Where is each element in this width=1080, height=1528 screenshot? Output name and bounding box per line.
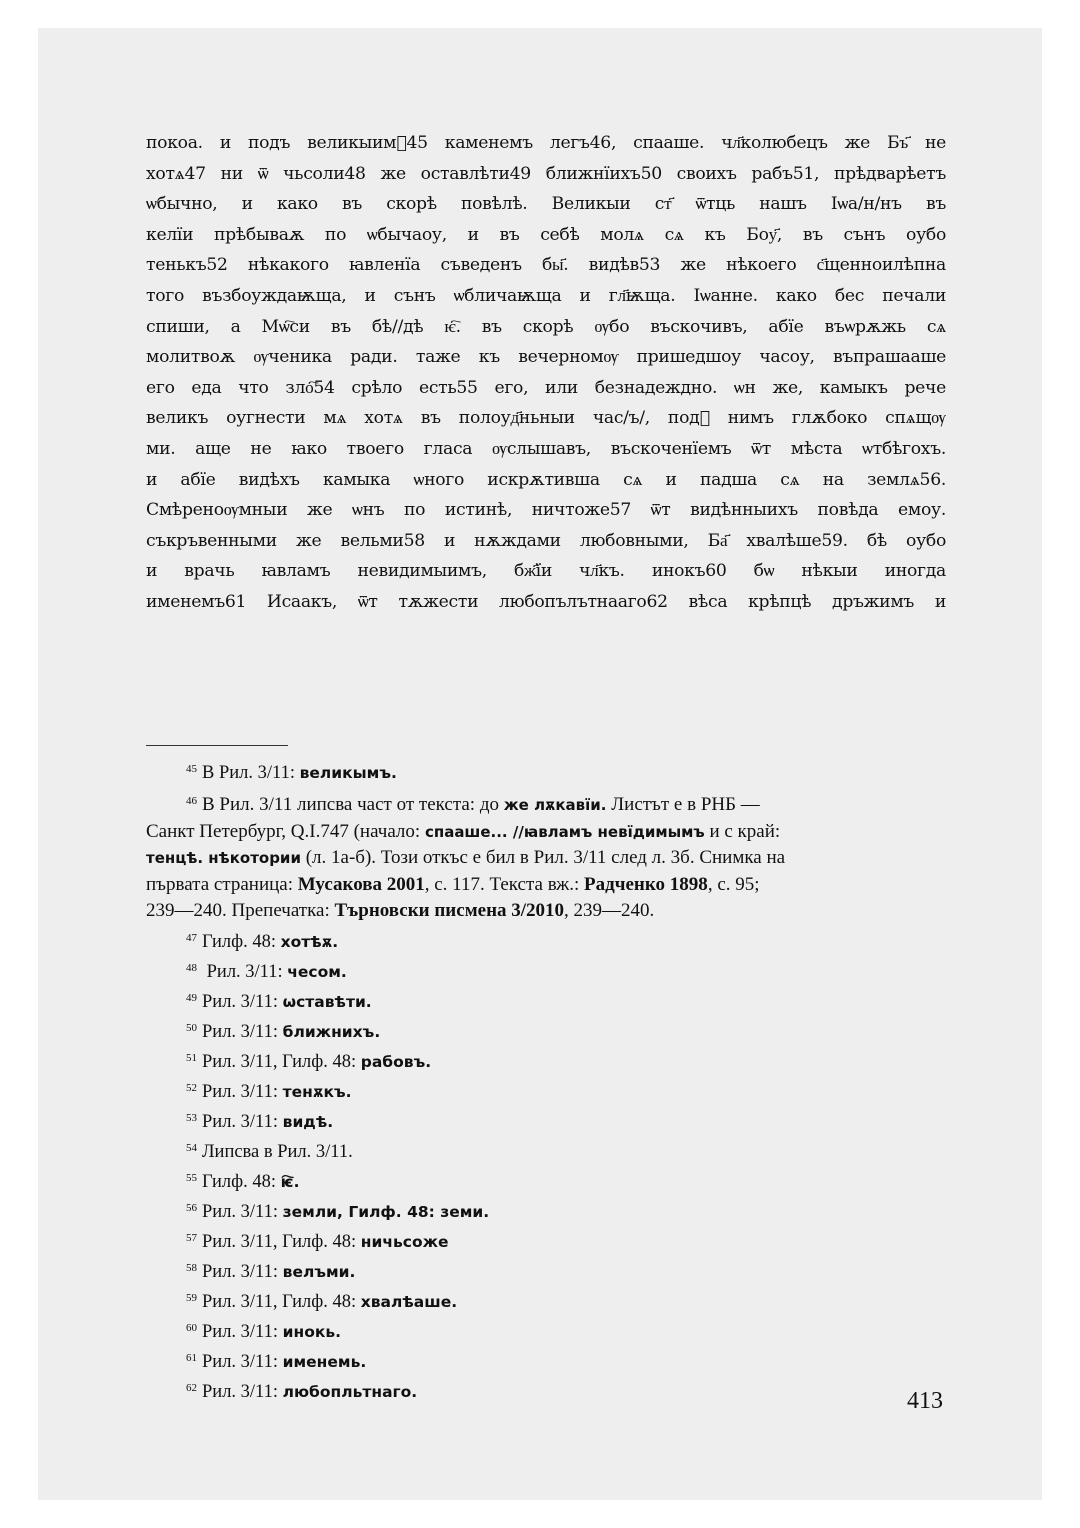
citation-bold: Мусакова 2001	[297, 873, 425, 895]
main-text-line: спиши, а Мѡ҇си въ бѣ//дѣ ѥ҇. въ скорѣ ѹбо въскочивъ, абїе въѡрѫжь сѧ	[146, 316, 946, 337]
footnote-number: 46	[186, 795, 197, 807]
main-text-line: великъ оугнести мѧ хотѧ въ полоуд҃ньныи час/ъ/, подⷺ нимъ глѫбоко спѧщѹ	[146, 408, 946, 429]
footnote-58	[146, 1255, 952, 1285]
main-text-line: тенькъ52 нѣкакого ꙗвленїа съведенъ бы҃. видѣв53 же нѣкоего с҃щенноилѣпна	[146, 255, 946, 276]
footnote-53	[146, 1105, 952, 1135]
footnote-slavonic: хотѣѫ.	[280, 932, 339, 951]
footnote-text: Рил. 3/11:	[202, 1381, 279, 1402]
footnote-45	[146, 756, 952, 786]
footnote-text: Рил. 3/11:	[202, 1201, 279, 1222]
footnote-text: Листът е в РНБ —	[611, 794, 760, 815]
footnote-52	[146, 1075, 952, 1105]
main-text-line: молитвоѫ ѹченика ради. таже къ вечерномѹ пришедшоу часоу, въпрашааше	[146, 347, 946, 368]
footnote-59	[146, 1285, 952, 1315]
footnote-number: 51	[186, 1051, 197, 1064]
footnote-48	[146, 955, 952, 985]
footnote-slavonic: спааше... //ꙗвламъ невїдимымъ	[424, 822, 705, 841]
footnote-49	[146, 985, 952, 1015]
footnote-slavonic: велъми.	[282, 1262, 356, 1281]
footnote-50	[146, 1015, 952, 1045]
main-text-line: съкръвенными же вельми58 и нѫждами любовными, Ба҃ хвалѣше59. бѣ оубо	[146, 530, 946, 551]
footnote-number: 57	[186, 1231, 197, 1244]
footnote-56	[146, 1195, 952, 1225]
footnote-number: 50	[186, 1021, 197, 1034]
footnote-number: 53	[186, 1111, 197, 1124]
footnote-number: 52	[186, 1081, 197, 1094]
footnote-text: , с. 95;	[707, 873, 760, 895]
footnote-number: 54	[186, 1141, 197, 1154]
footnotes-block	[146, 756, 952, 1405]
citation-bold: Радченко 1898	[584, 873, 708, 895]
footnote-61	[146, 1345, 952, 1375]
footnote-62	[146, 1375, 952, 1405]
footnote-text: Рил. 3/11, Гилф. 48:	[202, 1051, 357, 1072]
main-text-line: и врачь ꙗвламъ невидимыимъ, бж҃їи чл҃къ. инокъ60 бѡ нѣкыи иногда	[146, 561, 946, 582]
footnote-text: Рил. 3/11, Гилф. 48:	[202, 1291, 357, 1312]
footnote-slavonic: же лѫкавїи.	[503, 796, 607, 814]
main-text-line: именемъ61 Исаакъ, ѿт тѫжести любопълътнааго62 вѣса крѣпцѣ дръжимъ и	[146, 591, 946, 612]
footnote-slavonic: ничьсоже	[360, 1232, 449, 1251]
citation-bold: Търновски писмена 3/2010	[334, 900, 565, 921]
footnote-60	[146, 1315, 952, 1345]
footnote-number: 58	[186, 1261, 197, 1274]
footnote-46-line-5	[146, 898, 952, 925]
footnote-46-line-2	[146, 819, 952, 846]
footnote-slavonic: рабовъ.	[360, 1052, 432, 1071]
footnote-text: Рил. 3/11:	[202, 1351, 279, 1372]
main-text-line: покоа. и подъ великыимⷺ45 каменемъ легъ46, спааше. чл҃колюбецъ же Бъ҃ не	[146, 133, 946, 153]
footnote-slavonic: тенѫкъ.	[282, 1082, 352, 1101]
footnote-text: В Рил. 3/11:	[202, 763, 295, 783]
footnote-slavonic: тенцѣ. нѣкотории	[146, 849, 301, 867]
footnote-slavonic: инокь.	[282, 1322, 342, 1341]
page-number: 413	[907, 1388, 943, 1414]
footnote-46-line-1	[146, 788, 952, 819]
footnote-57	[146, 1225, 952, 1255]
footnote-number: 61	[186, 1351, 197, 1364]
footnote-number: 45	[186, 763, 197, 775]
footnote-slavonic: любопльтнаго.	[282, 1382, 418, 1401]
main-text-line: келїи прѣбываѫ по ѡбычаоу, и въ себѣ молѧ сѧ къ Боу҃, въ сънъ оубо	[146, 224, 946, 245]
footnote-51	[146, 1045, 952, 1075]
footnote-text: Рил. 3/11:	[202, 1081, 279, 1102]
main-text-line: его еда что зло҇54 срѣло есть55 его, или безнадеждно. ѡн же, камыкъ рече	[146, 377, 946, 398]
footnote-text: Рил. 3/11:	[202, 1021, 279, 1042]
main-text-line: и абїе видѣхъ камыка ѡного искрѫтивша сѧ и падша сѧ на землѧ56.	[146, 469, 946, 490]
footnote-text: Рил. 3/11:	[202, 1321, 279, 1342]
footnote-text: Рил. 3/11:	[202, 961, 283, 982]
footnote-text: В Рил. 3/11 липсва част от текста: до	[202, 794, 499, 815]
footnote-slavonic: хвалѣаше.	[360, 1292, 458, 1311]
footnote-number: 47	[186, 931, 197, 944]
main-text-line: хотѧ47 ни ѿ чьсоли48 же оставлѣти49 ближнїихъ50 своихъ рабъ51, прѣдварѣетъ	[146, 163, 946, 184]
footnote-text: 239—240. Препечатка:	[146, 900, 330, 921]
book-page	[38, 28, 1042, 1500]
main-text-line: ѡбычно, и како въ скорѣ повѣлѣ. Великыи ст҃ ѿтць нашъ Іѡа/н/нъ въ	[146, 194, 946, 215]
main-text-line: ми. аще не ꙗко твоего гласа ѹслышавъ, въскоченїемъ ѿт мѣста ѡтбѣгохъ.	[146, 438, 946, 459]
footnote-46-line-3	[146, 845, 952, 872]
main-text-block	[146, 128, 946, 618]
footnote-slavonic: именемь.	[282, 1352, 367, 1371]
main-text-line: Смѣреноѹмныи же ѡнъ по истинѣ, ничтоже57 ѿт видѣнныихъ повѣда емоу.	[146, 500, 946, 521]
footnote-slavonic: ѥ҇.	[280, 1172, 300, 1191]
footnote-text: (л. 1а-б). Този откъс е бил в Рил. 3/11 след л. 3б. Снимка на	[305, 847, 786, 868]
footnote-54	[146, 1135, 952, 1165]
footnote-55	[146, 1165, 952, 1195]
footnote-slavonic: ѡставѣти.	[282, 992, 372, 1011]
footnote-text: , с. 117. Текста вж.:	[424, 873, 580, 895]
footnote-slavonic: ближнихъ.	[282, 1022, 381, 1041]
footnote-text: Рил. 3/11:	[202, 1111, 279, 1132]
footnote-number: 60	[186, 1321, 197, 1334]
footnote-text: Рил. 3/11, Гилф. 48:	[202, 1231, 357, 1252]
footnote-text: Санкт Петербург, Q.I.747 (начало:	[146, 820, 421, 842]
footnote-text: първата страница:	[146, 873, 293, 895]
footnote-text: Рил. 3/11:	[202, 1261, 279, 1282]
footnote-number: 62	[186, 1381, 197, 1394]
footnote-number: 55	[186, 1171, 197, 1184]
footnote-separator-rule	[146, 745, 288, 746]
footnote-text: Гилф. 48:	[202, 1171, 276, 1192]
footnote-text: Липсва в Рил. 3/11.	[202, 1141, 353, 1162]
footnote-number: 48	[186, 961, 197, 974]
footnote-text: Рил. 3/11:	[202, 991, 279, 1012]
footnote-slavonic: великымъ.	[299, 764, 397, 782]
footnote-text: и с край:	[709, 820, 781, 842]
footnote-number: 59	[186, 1291, 197, 1304]
footnote-text: Гилф. 48:	[202, 931, 276, 952]
footnote-text: , 239—240.	[564, 900, 655, 921]
main-text-line: того възбоуждаѭща, и сънъ ѡбличаѭща и гл҃ѭща. Іѡанне. како бес печали	[146, 285, 946, 306]
footnote-slavonic: чесом.	[287, 962, 347, 981]
footnote-46	[146, 788, 952, 925]
footnote-slavonic: видѣ.	[282, 1112, 334, 1131]
footnote-46-line-4	[146, 872, 952, 899]
footnote-number: 49	[186, 991, 197, 1004]
footnote-number: 56	[186, 1201, 197, 1214]
footnote-slavonic: земли, Гилф. 48: земи.	[282, 1202, 490, 1221]
footnote-47	[146, 925, 952, 955]
